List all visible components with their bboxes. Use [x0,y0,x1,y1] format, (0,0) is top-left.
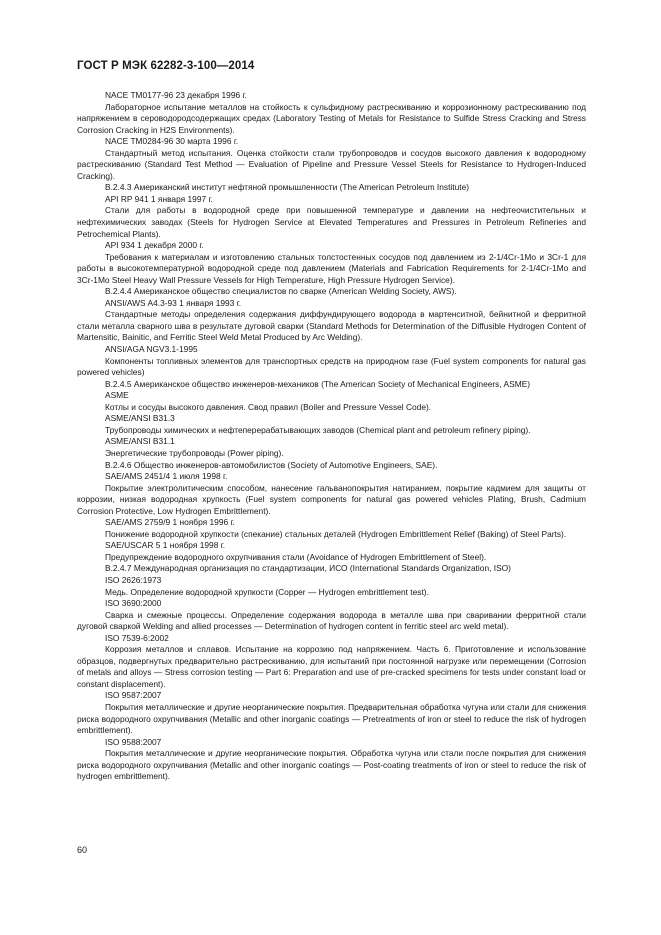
paragraph: ANSI/AWS A4.3-93 1 января 1993 г. [105,297,242,308]
paragraph: Трубопроводы химических и нефтеперерабатывающих заводов (Chemical plant and petroleum refinery piping). [105,424,531,435]
paragraph: Стандартные методы определения содержания диффундирующего водорода в мартенситной, бейнитной и ферритной стали металла сварного шва в результате дуговой сварки (Standard Methods for Determination of the Diffusible Hydrogen Content of Martensitic, Bainitic, and Ferritic Steel Weld Metal Produced by Arc Welding). [77,309,586,343]
paragraph: Требования к материалам и изготовлению стальных толстостенных сосудов под давлением из 2-1/4Cr-1Mo и 3Cr-1 для работы в высокотемпературной водородной среде под давлением (Materials and Fabrication Requirements for 2-1/4Cr-1Mo and 3Cr-1Mo Steel Heavy Wall Pressure Vessels for High Temperature, High Pressure Hydrogen Service). [77,251,586,285]
paragraph: ANSI/AGA NGV3.1-1995 [105,344,198,355]
paragraph: Лабораторное испытание металлов на стойкость к сульфидному растрескиванию и коррозионному растрескиванию под напряжением в сероводородсодержащих средах (Laboratory Testing of Metals for Resistance to Sulfide Stress Cracking and Stress Corrosion Cracking in H2S Environments). [77,101,586,135]
paragraph: Коррозия металлов и сплавов. Испытание на коррозию под напряжением. Часть 6. Приготовление и использование образцов, подвергнутых предварительно растрескиванию, для испытаний при постоянной нагрузке или перемещении (Corrosion of metals and alloys — Stress corrosion testing — Part 6: Preparation and use of pre-cracked specimens for tests under constant load or constant displacement). [77,644,586,689]
paragraph: ASME [105,390,129,401]
paragraph: В.2.4.6 Общество инженеров-автомобилистов (Society of Automotive Engineers, SAE). [105,459,438,470]
page-number: 60 [77,845,88,855]
paragraph: API 934 1 декабря 2000 г. [105,240,204,251]
paragraph: ISO 3690:2000 [105,598,162,609]
paragraph: ASME/ANSI B31.1 [105,436,175,447]
paragraph: Покрытия металлические и другие неорганические покрытия. Предварительная обработка чугуна или стали для снижения риска водородного охрупчивания (Metallic and other inorganic coatings — Pretreatments of iron or steel to reduce the risk of hydrogen embrittlement). [77,701,586,736]
paragraph: SAE/USCAR 5 1 ноября 1998 г. [105,540,226,551]
paragraph: NACE TM0177-96 23 декабря 1996 г. [105,90,247,100]
paragraph: В.2.4.4 Американское общество специалистов по сварке (American Welding Society, AWS). [105,286,457,297]
paragraph: ISO 7539-6:2002 [105,632,169,643]
paragraph: В.2.4.5 Американское общество инженеров-механиков (The American Society of Mechanical Engineers, ASME) [105,378,531,389]
paragraph: SAE/AMS 2451/4 1 июля 1998 г. [105,471,228,482]
paragraph: Медь. Определение водородной хрупкости (Copper — Hydrogen embrittlement test). [105,586,429,597]
paragraph: Стандартный метод испытания. Оценка стойкости стали трубопроводов и сосудов высокого давления к водородному растрескиванию (Standard Test Method — Evaluation of Pipeline and Pressure Vessel Steels for Resistance to Hydrogen-Induced Cracking). [77,147,586,181]
paragraph: Компоненты топливных элементов для транспортных средств на природном газе (Fuel system components for natural gas powered vehicles) [77,355,586,378]
paragraph: ISO 9588:2007 [105,736,162,747]
paragraph: ASME/ANSI B31.3 [105,413,175,424]
paragraph: В.2.4.3 Американский институт нефтяной промышленности (The American Petroleum Institute) [105,182,470,193]
paragraph: Сварка и смежные процессы. Определение содержания водорода в металле шва при сваривании ферритной стали дуговой сваркой Welding and allied processes — Determination of hydrogen content in ferritic steel arc weld metal). [77,609,586,632]
document-header: ГОСТ Р МЭК 62282-3-100—2014 [77,60,255,72]
paragraph: Энергетические трубопроводы (Power piping). [105,447,284,458]
paragraph: Покрытие электролитическим способом, нанесение гальванопокрытия натиранием, покрытие кадмием для защиты от коррозии, низкая водородная хрупкость (Fuel system components for natural gas powered vehicles Plating, Brush, Cadmium Corrosion Protective, Low Hydrogen Embrittlement). [77,482,586,516]
paragraph: SAE/AMS 2759/9 1 ноября 1996 г. [105,517,235,528]
paragraph: NACE TM0284-96 30 марта 1996 г. [105,136,239,147]
paragraph: Понижение водородной хрупкости (спекание) стальных деталей (Hydrogen Embrittlement Relief (Baking) of Steel Parts). [105,528,567,539]
document-body [77,90,586,783]
paragraph: Стали для работы в водородной среде при повышенной температуре и давлении на нефтеочистительных и нефтехимических заводах (Steels for Hydrogen Service at Elevated Temperatures and Pressures in Petroleum Refineries and Petrochemical Plants). [77,205,586,239]
paragraph: В.2.4.7 Международная организация по стандартизации, ИСО (International Standards Organization, ISO) [105,563,511,574]
paragraph: Котлы и сосуды высокого давления. Свод правил (Boiler and Pressure Vessel Code). [105,401,432,412]
paragraph: ISO 9587:2007 [105,690,162,701]
paragraph: Предупреждение водородного охрупчивания стали (Avoidance of Hydrogen Embrittlement of Steel). [105,551,487,562]
paragraph: Покрытия металлические и другие неорганические покрытия. Обработка чугуна или стали после покрытия для снижения риска водородного охрупчивания (Metallic and other inorganic coatings — Post-coating treatments of iron or steel to reduce the risk of hydrogen embrittlement). [77,748,586,782]
paragraph: ISO 2626:1973 [105,574,162,585]
paragraph: API RP 941 1 января 1997 г. [105,193,213,204]
